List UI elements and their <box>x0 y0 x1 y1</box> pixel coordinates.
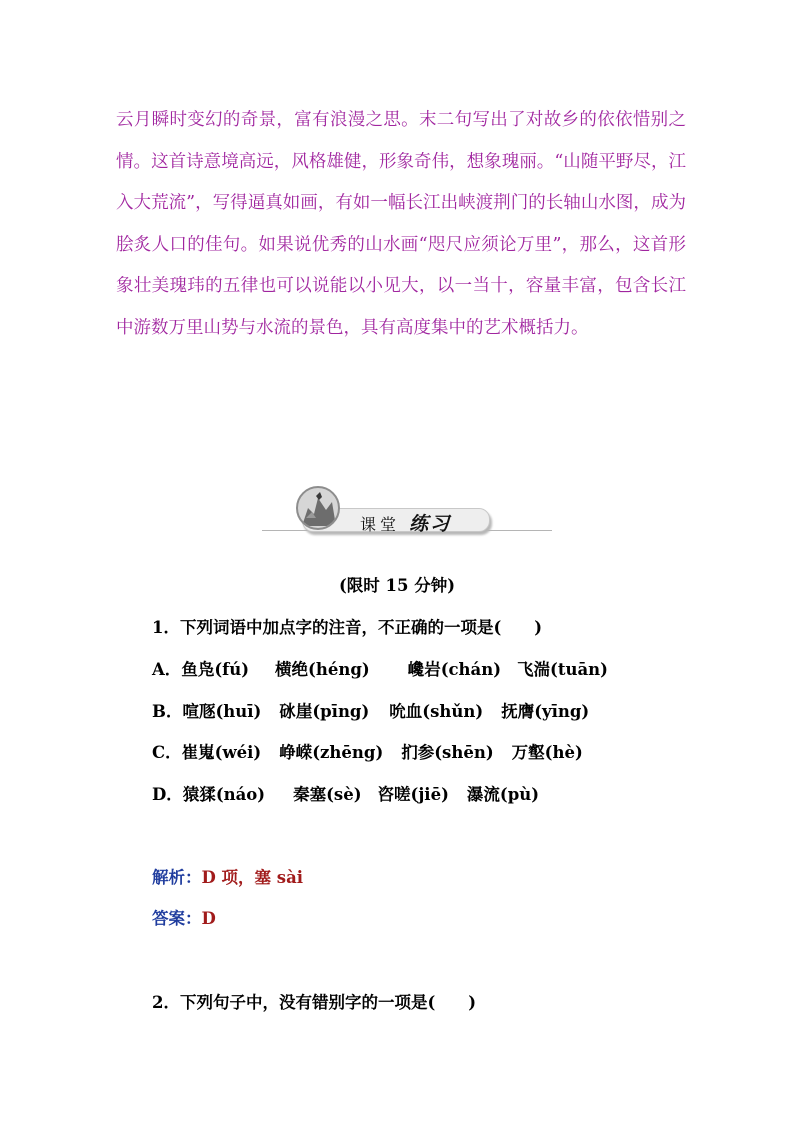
q1-answer <box>152 905 216 929</box>
q1-option-c <box>152 739 583 763</box>
intro-paragraph: 云月瞬时变幻的奇景，富有浪漫之思。末二句写出了对故乡的依依惜别之情。这首诗意境高远，风格雄健，形象奇伟，想象瑰丽。“山随平野尽，江入大荒流”，写得逼真如画，有如一幅长江出峡渡荆门的长轴山水图，成为脍炙人口的佳句。如果说优秀的山水画“咫尺应须论万里”，那么，这首形象壮美瑰玮的五律也可以说能以小见大，以一当十，容量丰富，包含长江中游数万里山势与水流的景色，具有高度集中的艺术概括力。 <box>116 110 686 338</box>
section-title-bold: 练习 <box>409 513 452 535</box>
analysis-label: 解析： <box>152 868 202 887</box>
q1-analysis <box>152 864 303 888</box>
option-item: 万壑(hè) <box>511 743 583 762</box>
analysis-text: D 项，塞 sài <box>201 868 304 887</box>
option-letter: C． <box>152 743 182 762</box>
option-item: 砯崖(pīng) <box>279 702 370 721</box>
option-item: 鱼凫(fú) <box>181 660 250 679</box>
answer-label: 答案： <box>152 909 202 928</box>
option-item: 巉岩(chán) <box>407 660 502 679</box>
option-item: 吮血(shǔn) <box>389 702 484 721</box>
option-letter: A． <box>152 660 182 679</box>
section-title-plain: 课堂 <box>360 515 401 534</box>
q1-option-a <box>152 656 608 680</box>
section-title <box>360 509 451 536</box>
option-item: 喧豗(huī) <box>182 702 262 721</box>
option-item: 抚膺(yīng) <box>501 702 590 721</box>
option-letter: D． <box>152 785 183 804</box>
q2-stem: 2．下列句子中，没有错别字的一项是( ) <box>152 993 477 1012</box>
option-item: 秦塞(sè) <box>293 785 362 804</box>
option-item: 瀑流(pù) <box>466 785 540 804</box>
option-item: 猿猱(náo) <box>182 785 266 804</box>
option-item: 峥嵘(zhēng) <box>279 743 384 762</box>
time-limit: (限时 15 分钟) <box>338 576 456 595</box>
option-item: 咨嗟(jiē) <box>377 785 449 804</box>
q1-stem: 1．下列词语中加点字的注音，不正确的一项是( ) <box>152 618 543 637</box>
option-item: 扪参(shēn) <box>401 743 494 762</box>
option-item: 崔嵬(wéi) <box>181 743 262 762</box>
q1-option-d <box>152 781 539 805</box>
section-banner <box>262 482 552 538</box>
q1-option-b <box>152 698 589 722</box>
option-item: 横绝(héng) <box>275 660 370 679</box>
answer-text: D <box>201 909 216 928</box>
option-letter: B． <box>152 702 183 721</box>
climber-icon <box>296 486 340 530</box>
option-item: 飞湍(tuān) <box>517 660 608 679</box>
